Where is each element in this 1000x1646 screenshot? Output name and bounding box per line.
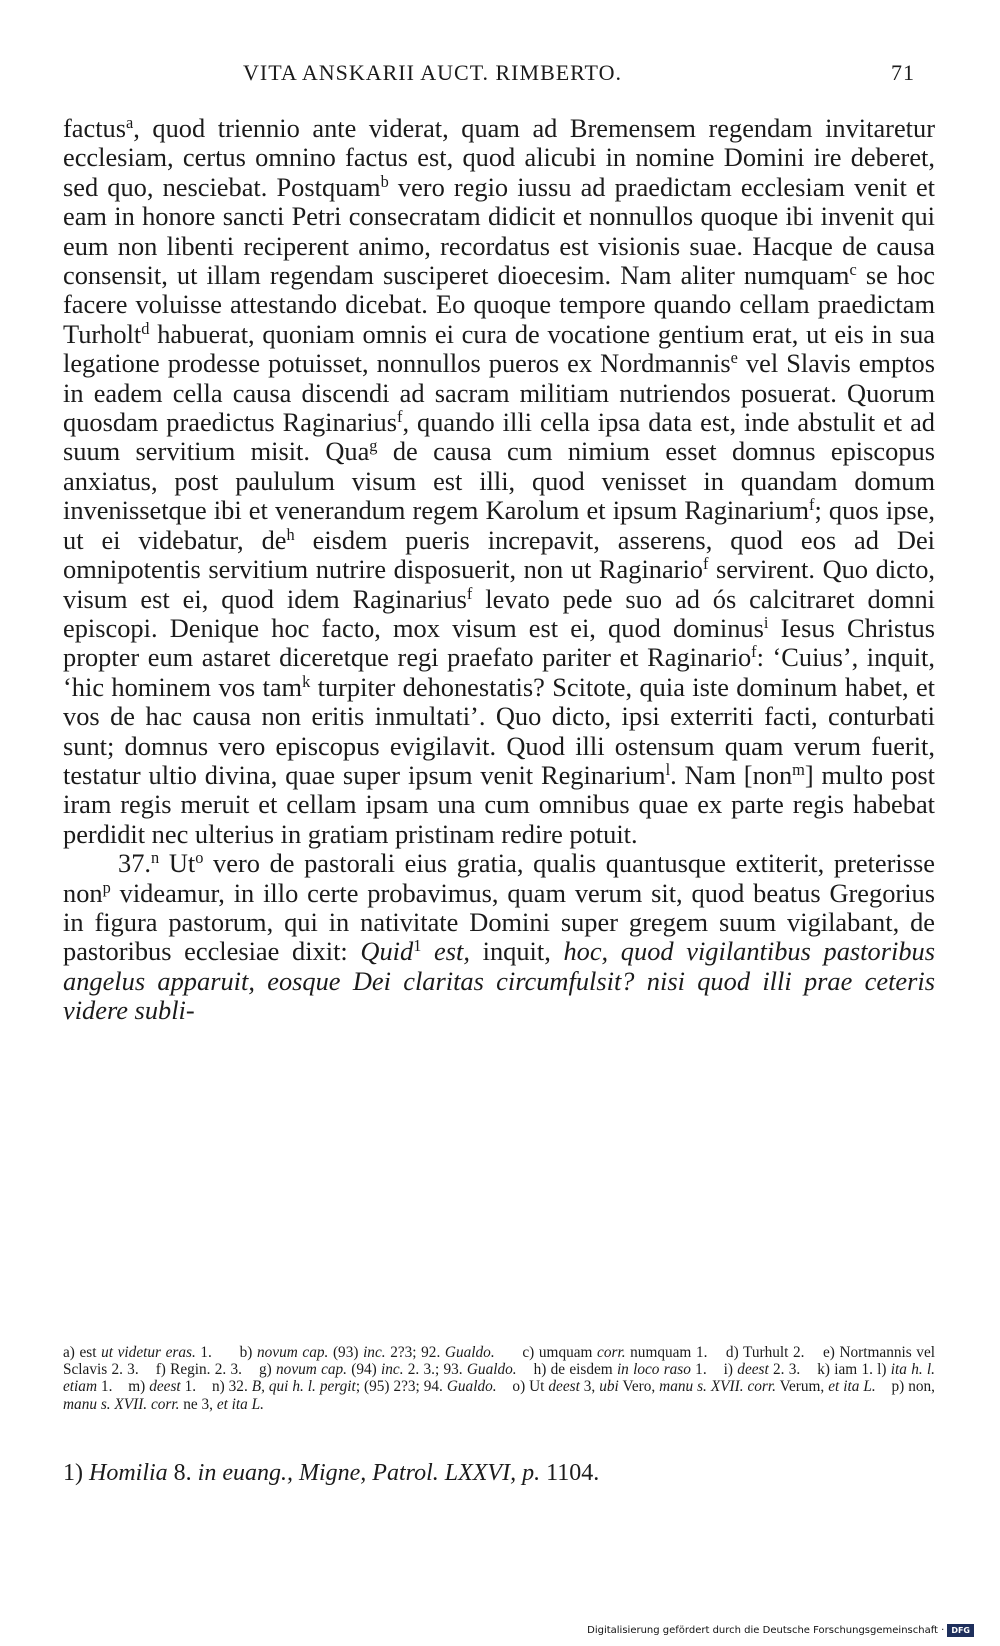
- running-header: [63, 60, 935, 94]
- page-number: 71: [891, 60, 915, 85]
- digitization-credit-text: Digitalisierung gefördert durch die Deutsche Forschungsgemeinschaft ·: [587, 1625, 945, 1636]
- source-footnote: 1) Homilia 8. in euang., Migne, Patrol. LXXVI, p. 1104.: [63, 1460, 600, 1486]
- main-text: factus$^a$, quod triennio ante viderat, quam ad Bremensem regendam invitaretur ecclesiam, certus omnino factus est, quod alicubi in nomine Domini ire deberet, sed quo, nesciebat. Postquam$^b$ vero regio iussu ad praedictam ecclesiam venit et eam in honore sancti Petri consecratam didicit et nonnullos quoque ibi invenit qui eum non libenti reciperent animo, recordatus est visionis suae. Hacque de causa consensit, ut illam regendam susciperet dioecesim. Nam aliter numquam$^c$ se hoc facere voluisse attestando dicebat. Eo quoque tempore quando cellam praedictam Turholt$^d$ habuerat, quoniam omnis ei cura de vocatione gentium erat, ut eis in sua legatione prodesse potuisset, nonnullos pueros ex Nordmannis$^e$ vel Slavis emptos in eadem cella causa discendi ad sacram militiam nutriendos posuerat. Quorum quosdam praedictus Raginarius$^f$, quando illi cella ipsa data est, inde abstulit et ad suum servitium misit. Qua$^g$ de causa cum nimium esset domnus episcopus anxiatus, post paululum visum est illi, quod venisset in quandam domum invenissetque ibi et venerandum regem Karolum et ipsum Raginarium$^f$; quos ipse, ut ei videbatur, $de^h$ eisdem pueris increpavit, asserens, quod eos ad Dei omnipotentis servitium nutrire disposuerit, non ut Raginario$^f$ servirent. Quo dicto, visum est ei, quod idem Raginarius$^f$ levato pede suo ad ós calcitraret domni episcopi. Denique hoc facto, mox visum est ei, quod dominus$^i$ Iesus Christus propter eum astaret diceretque regi praefato pariter et Raginario$^f$: ‘Cuius’, inquit, ‘hic hominem vos tam$^k$ turpiter dehonestatis? Scitote, quia iste dominum habet, et vos de hac causa non eritis inmultati’. Quo dicto, ipsi exterriti facti, conturbati sunt; domnus vero episcopus evigilavit. Quod illi ostensum quam verum fuerit, testatur ultio divina, quae super ipsum venit Reginarium$^l$. Nam [non$^m$] multo post iram regis meruit et cellam ipsam una cum omnibus quae ex parte regis habebat perdidit nec ulterius in gratiam pristinam redire potuit. 37.$^n$ Ut$^o$ vero de pastorali eius gratia, qualis quantusque extiterit, preterisse non$^p$ videamur, in illo certe probavimus, quam verum sit, quod beatus Gregorius in figura pastorum, qui in nativitate Domini super gregem suum vigilabant, de pastoribus ecclesiae dixit: Quid$^1$ est, inquit, hoc, quod vigilantibus pastoribus angelus apparuit, eosque Dei claritas circumfulsit? nisi quod illi prae ceteris videre subli-: [63, 113, 936, 1026]
- critical-apparatus: a) est ut videtur eras. 1. b) novum cap. (93) inc. 2?3; 92. Gualdo. c) umquam corr. numquam 1. d) Turhult 2. e) Nortmannis vel Sclavis 2. 3. f) Regin. 2. 3. g) novum cap. (94) inc. 2. 3.; 93. Gualdo. h) de eisdem in loco raso 1. i) deest 2. 3. k) iam 1. l) ita h. l. etiam 1. m) deest 1. n) 32. B, qui h. l. pergit; (95) 2?3; 94. Gualdo. o) Ut deest 3, ubi Vero, manu s. XVII. corr. Verum, et ita L. p) non, manu s. XVII. corr. ne 3, et ita L.: [63, 1344, 936, 1413]
- dfg-logo: DFG: [947, 1624, 974, 1637]
- running-title: VITA ANSKARII AUCT. RIMBERTO.: [243, 60, 622, 85]
- digitization-credit: [587, 1624, 974, 1637]
